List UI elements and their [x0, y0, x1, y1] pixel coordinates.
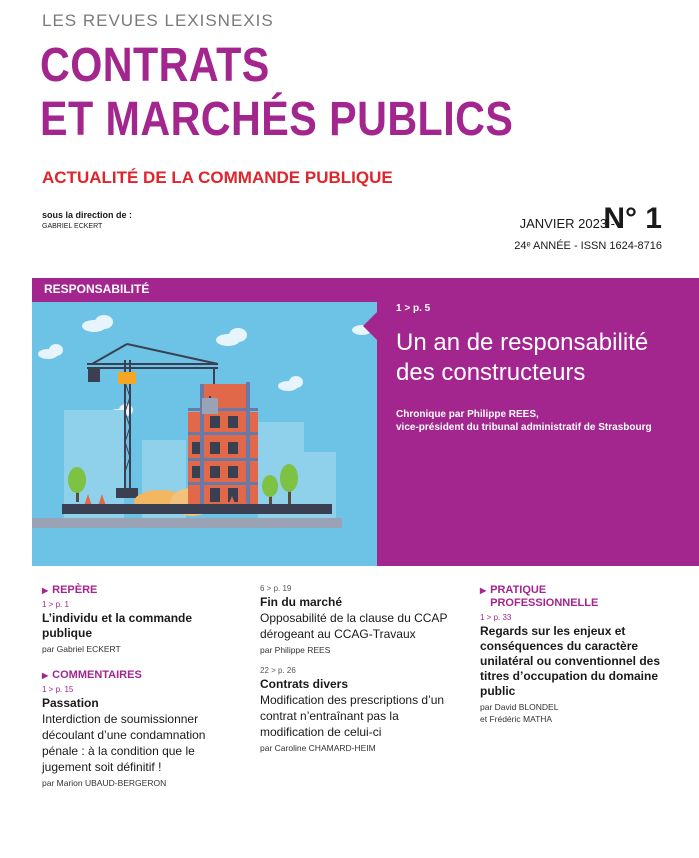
- triangle-icon: ▶: [42, 671, 49, 680]
- article-description: Interdiction de soumissionner découlant d’une condamnation pénale : à la condition que le jugement soit définitif !: [42, 712, 206, 774]
- feature-ref[interactable]: 1 > p. 5: [396, 303, 431, 314]
- article-author-line2: et Frédéric MATHA: [480, 714, 553, 724]
- article-description: Opposabilité de la clause du CCAP dérogeant au CCAG-Travaux: [260, 611, 448, 641]
- article-author: par Philippe REES: [260, 645, 331, 655]
- feature-byline-line1: Chronique par Philippe REES,: [396, 409, 539, 420]
- article-ref[interactable]: 6 > p. 19: [260, 584, 292, 593]
- issue-meta: 24ᵉ ANNÉE - ISSN 1624-8716: [514, 240, 662, 252]
- feature-byline-line2: vice-président du tribunal administratif de Strasbourg: [396, 422, 652, 433]
- issue-date: JANVIER 2023 -: [519, 216, 615, 231]
- series-name: LES REVUES LEXISNEXIS: [42, 11, 274, 30]
- section-heading-commentaires: [42, 669, 242, 682]
- feature-title[interactable]: Un an de responsabilité des constructeurs: [396, 329, 649, 386]
- article-description: Modification des prescriptions d’un contrat n’entraînant pas la modification de celui-ci: [260, 693, 445, 739]
- toc-column-1: [42, 584, 242, 789]
- article-ref[interactable]: 22 > p. 26: [260, 666, 296, 675]
- article-title[interactable]: Regards sur les enjeux et conséquences du caractère unilatéral ou conventionnel des titres d’occupation du domaine public: [480, 624, 661, 698]
- article-title[interactable]: Passation: [42, 696, 99, 710]
- triangle-icon: ▶: [480, 586, 487, 595]
- feature-section-bar: [32, 278, 377, 302]
- article-title[interactable]: L’individu et la commande publique: [42, 611, 193, 640]
- article-title[interactable]: Contrats divers: [260, 677, 349, 691]
- article-ref[interactable]: 1 > p. 15: [42, 685, 74, 694]
- issue-number: N° 1: [603, 202, 662, 235]
- section-label: COMMENTAIRES: [52, 669, 142, 681]
- section-heading-repere: [42, 584, 242, 597]
- director-name: GABRIEL ECKERT: [42, 223, 103, 230]
- article-author: par Caroline CHAMARD-HEIM: [260, 743, 376, 753]
- triangle-icon: ▶: [42, 586, 49, 595]
- toc-column-2: [260, 584, 450, 754]
- article-author: par Marion UBAUD-BERGERON: [42, 778, 167, 788]
- article-ref[interactable]: 1 > p. 1: [42, 600, 69, 609]
- article-author: par Gabriel ECKERT: [42, 644, 121, 654]
- article-title[interactable]: Fin du marché: [260, 595, 343, 609]
- toc-column-3: [480, 584, 685, 725]
- article-author-line1: par David BLONDEL: [480, 702, 559, 712]
- journal-title-line1: CONTRATS: [40, 39, 270, 92]
- feature-panel-notch: [363, 312, 377, 340]
- section-label: REPÈRE: [52, 584, 98, 596]
- construction-illustration: [32, 302, 377, 566]
- section-label: PRATIQUE PROFESSIONNELLE: [490, 584, 599, 609]
- section-heading-pratique: [480, 584, 685, 610]
- direction-label: sous la direction de :: [42, 210, 133, 220]
- article-ref[interactable]: 1 > p. 33: [480, 613, 512, 622]
- feature-byline: [396, 408, 686, 434]
- journal-subtitle: ACTUALITÉ DE LA COMMANDE PUBLIQUE: [42, 168, 393, 187]
- feature-section-label: RESPONSABILITÉ: [44, 282, 150, 296]
- journal-title-line2: ET MARCHÉS PUBLICS: [40, 93, 514, 146]
